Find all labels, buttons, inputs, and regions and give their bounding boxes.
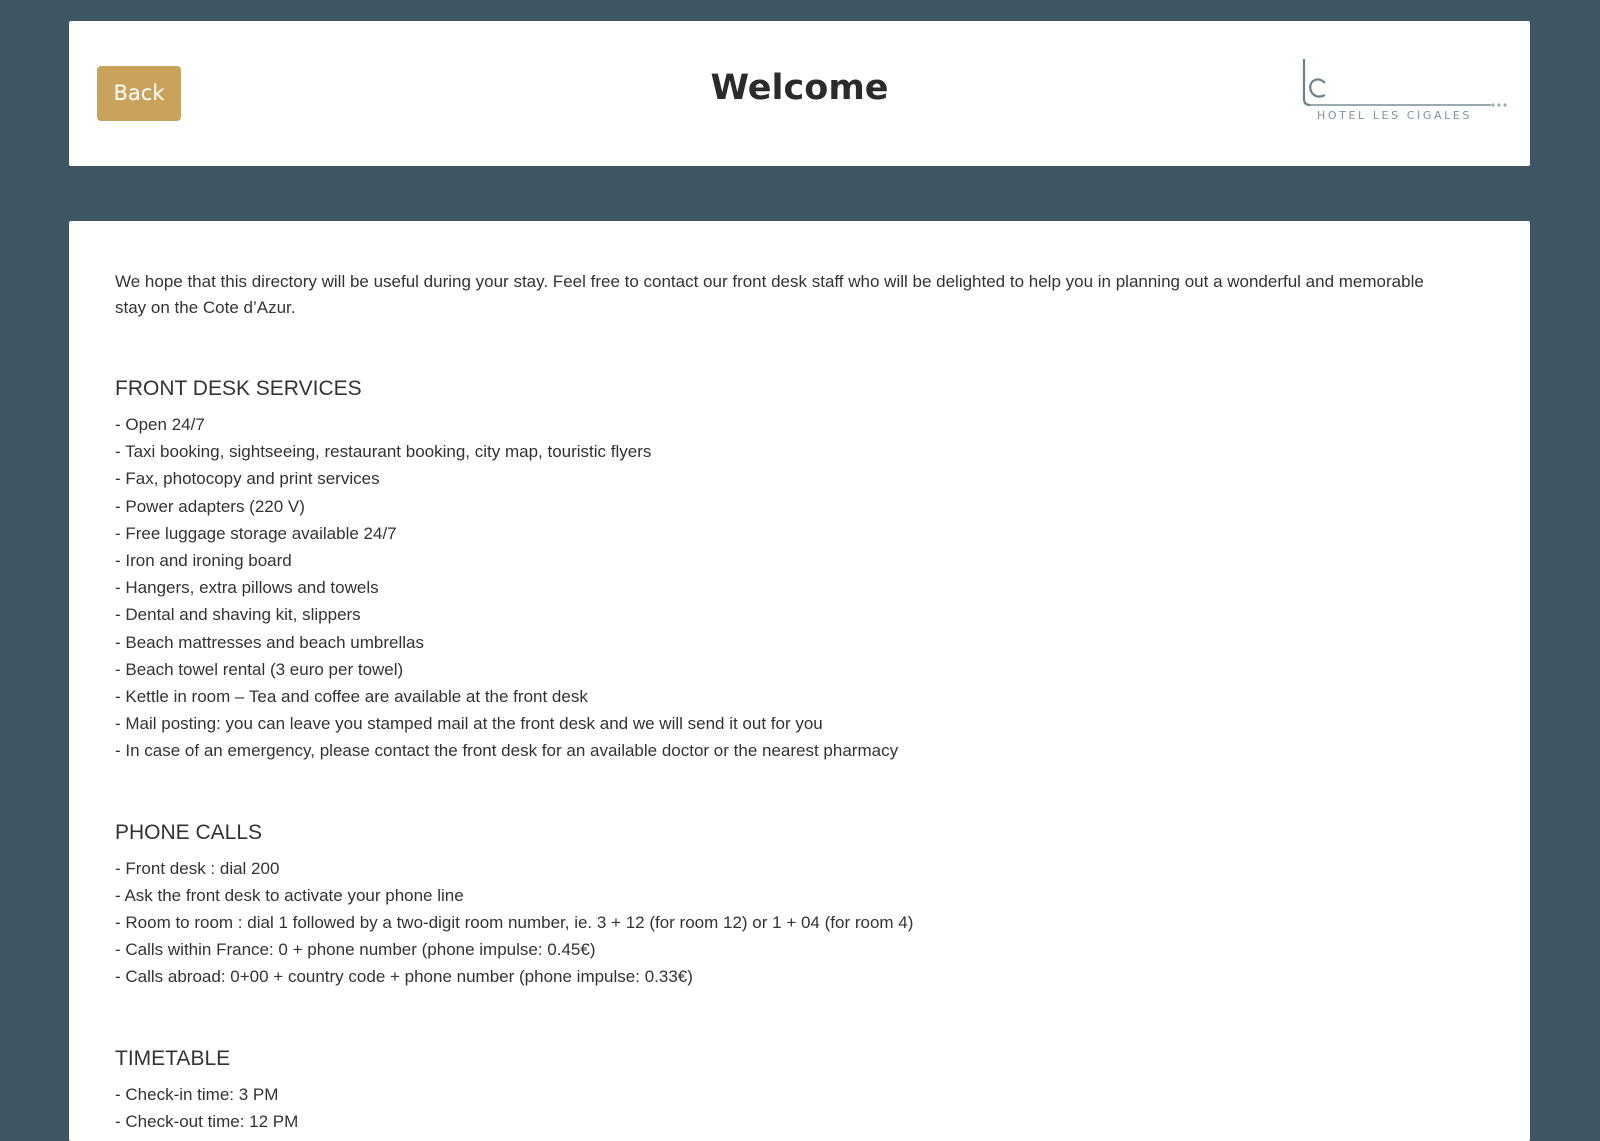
directory-content (115, 269, 1455, 1135)
timetable-list (115, 1081, 1455, 1135)
section-front-desk-services (115, 375, 1455, 765)
list-item: - Taxi booking, sightseeing, restaurant booking, city map, touristic flyers (115, 442, 652, 462)
list-item: - Free luggage storage available 24/7 (115, 523, 397, 543)
services-list (115, 411, 1455, 765)
hotel-logo (1279, 55, 1509, 125)
list-item: - Check-in time: 3 PM (115, 1084, 279, 1104)
list-item: - Calls within France: 0 + phone number (phone impulse: 0.45€) (115, 940, 596, 960)
intro-text: We hope that this directory will be useful during your stay. Feel free to contact our front desk staff who will be delighted to help you in planning out a wonderful and memorable stay on the Cote d’Azur. (115, 272, 1424, 317)
phone-list (115, 855, 1455, 991)
list-item: - Ask the front desk to activate your phone line (115, 885, 464, 905)
list-item: - Fax, photocopy and print services (115, 469, 380, 489)
list-item: - Hangers, extra pillows and towels (115, 578, 379, 598)
section-phone-calls (115, 819, 1455, 991)
list-item: - Open 24/7 (115, 415, 205, 434)
section-heading: FRONT DESK SERVICES (115, 377, 362, 400)
list-item: - Front desk : dial 200 (115, 858, 280, 878)
list-item: - Check-out time: 12 PM (115, 1111, 299, 1131)
section-heading: PHONE CALLS (115, 820, 263, 844)
content-card (69, 221, 1530, 1141)
list-item: - Calls abroad: 0+00 + country code + phone number (phone impulse: 0.33€) (115, 967, 693, 987)
section-heading: TIMETABLE (115, 1046, 231, 1070)
list-item: - In case of an emergency, please contact the front desk for an available doctor or the nearest pharmacy (115, 741, 899, 761)
list-item: - Dental and shaving kit, slippers (115, 605, 361, 625)
list-item: - Beach mattresses and beach umbrellas (115, 632, 424, 652)
logo-name: HOTEL LES CIGALES (1317, 109, 1473, 122)
section-timetable (115, 1045, 1455, 1135)
header-card (69, 21, 1530, 166)
page-title: Welcome (710, 68, 889, 108)
list-item: - Beach towel rental (3 euro per towel) (115, 659, 404, 679)
list-item: - Mail posting: you can leave you stamped mail at the front desk and we will send it out for you (115, 714, 823, 734)
list-item: - Kettle in room – Tea and coffee are available at the front desk (115, 687, 588, 707)
list-item: - Iron and ironing board (115, 551, 292, 571)
list-item: - Room to room : dial 1 followed by a two-digit room number, ie. 3 + 12 (for room 12) or 1 + 04 (for room 4) (115, 913, 914, 933)
list-item: - Power adapters (220 V) (115, 496, 305, 516)
back-button[interactable]: Back (97, 66, 181, 121)
